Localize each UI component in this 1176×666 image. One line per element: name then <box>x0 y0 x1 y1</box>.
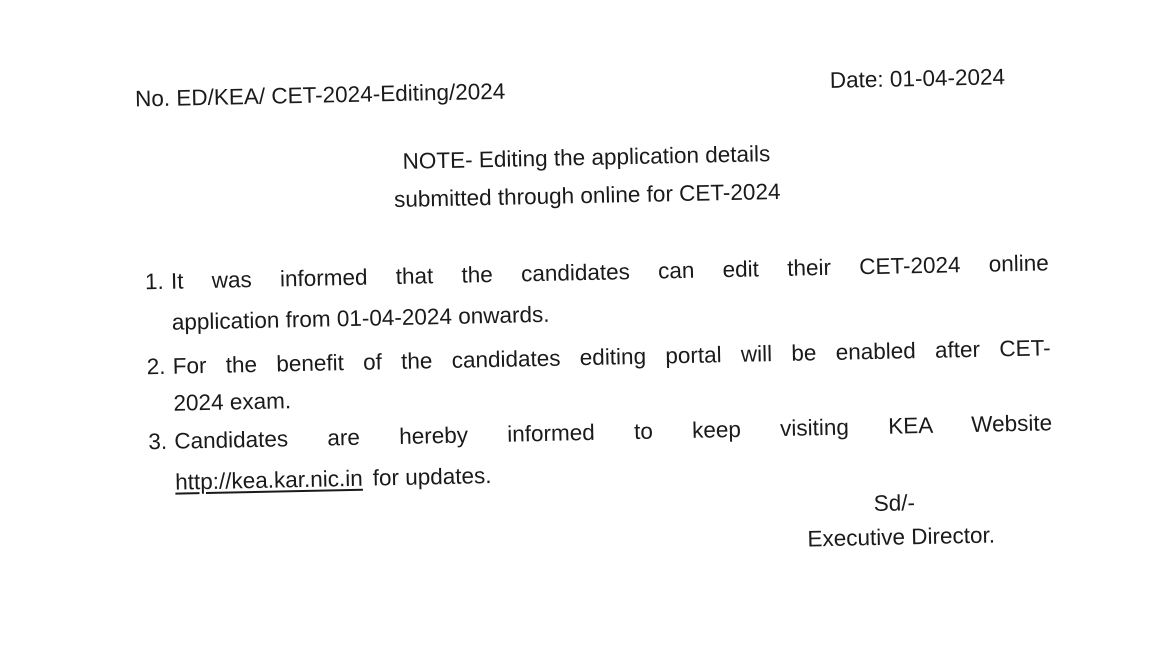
item-number: 3. <box>148 428 168 455</box>
notice-title-line-1: NOTE- Editing the application details <box>402 141 771 174</box>
kea-website-link[interactable]: http://kea.kar.nic.in <box>174 465 363 495</box>
item-line-1: It was informed that the candidates can edit their CET-2024 online <box>170 250 1050 294</box>
item-line-2: 2024 exam. <box>173 388 292 416</box>
notice-title-line-2: submitted through online for CET-2024 <box>393 178 781 213</box>
signature-sd: Sd/- <box>873 490 916 517</box>
signature-designation: Executive Director. <box>807 522 996 552</box>
item-line-1: For the benefit of the candidates editing portal will be enabled after CET- <box>172 335 1051 379</box>
reference-number: No. ED/KEA/ CET-2024-Editing/2024 <box>134 78 506 112</box>
item-number: 1. <box>144 268 164 295</box>
item-line-2: application from 01-04-2024 onwards. <box>171 301 550 335</box>
item-number: 2. <box>146 353 166 380</box>
item-line-2 <box>175 462 492 497</box>
notice-date: Date: 01-04-2024 <box>829 64 1006 93</box>
item-line-1: Candidates are hereby informed to keep visiting KEA Website <box>174 410 1053 454</box>
item-line-2-suffix: for updates. <box>372 463 492 491</box>
